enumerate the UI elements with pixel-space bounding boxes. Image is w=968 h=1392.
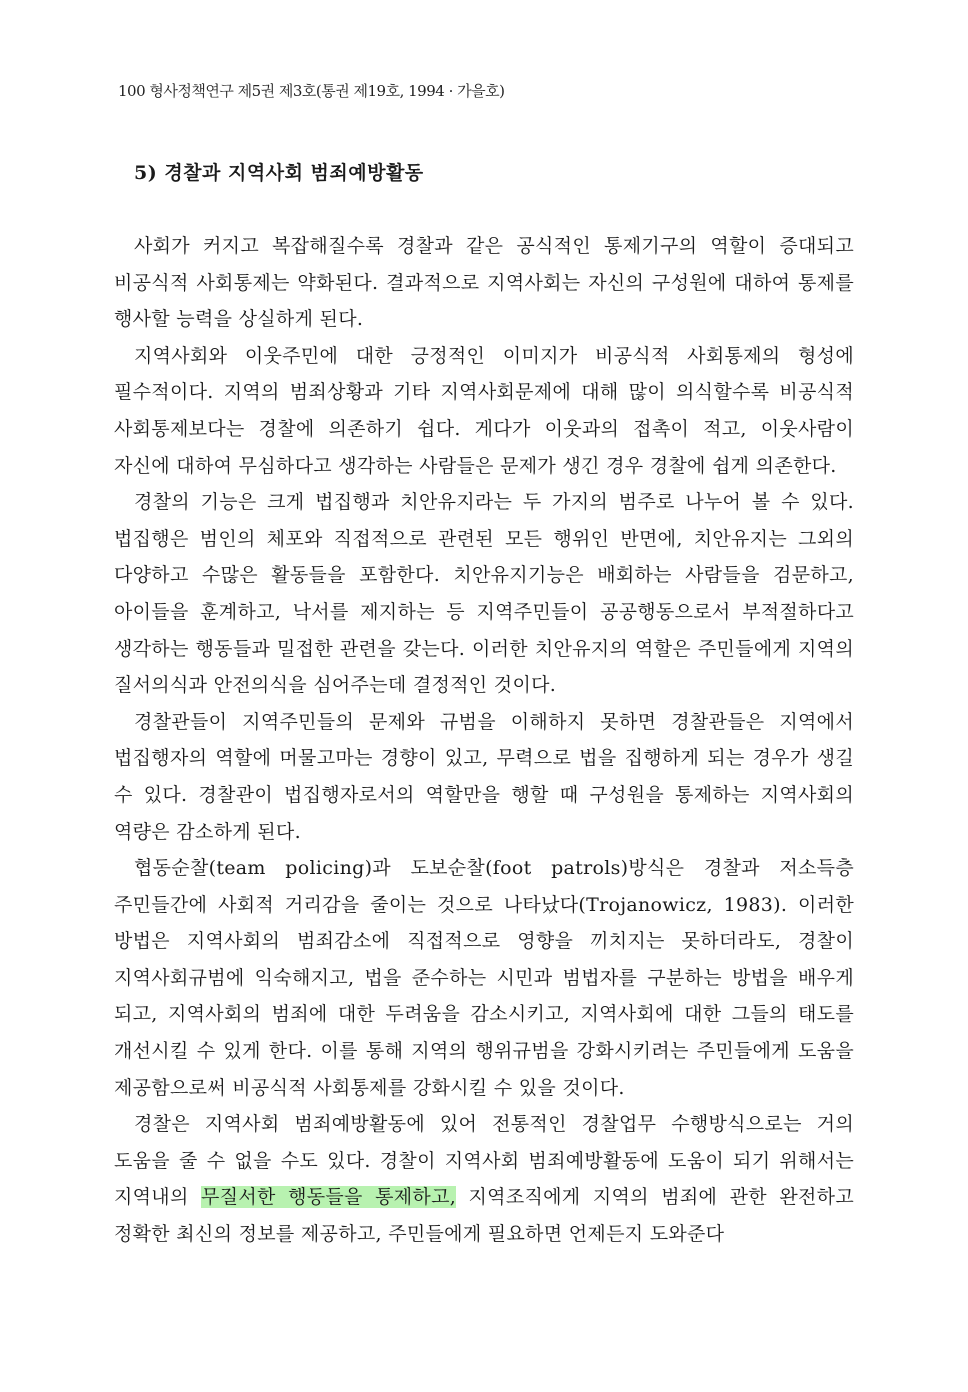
paragraph-2: 지역사회와 이웃주민에 대한 긍정적인 이미지가 비공식적 사회통제의 형성에 필수적이다. 지역의 범죄상황과 기타 지역사회문제에 대해 많이 의식할수록 비공식적 사회통제보다는 경찰에 의존하기 쉽다. 게다가 이웃과의 접촉이 적고, 이웃사람이 자신에 대하여 무심하다고 생각하는 사람들은 문제가 생긴 경우 경찰에 쉽게 의존한다.	[114, 344, 854, 477]
highlighted-text[interactable]: 무질서한 행동들을 통제하고,	[201, 1186, 457, 1209]
body-text	[114, 228, 854, 1253]
running-header: 100 형사정책연구 제5권 제3호(통권 제19호, 1994 · 가을호)	[118, 82, 505, 100]
paragraph-6-end: 지역조직에게 지역의 범죄에 관한 완전하고 정확한 최신의 정보를 제공하고, 주민들에게 필요하면 언제든지 도와준다	[114, 1186, 854, 1246]
paragraph-1: 사회가 커지고 복잡해질수록 경찰과 같은 공식적인 통제기구의 역할이 증대되고 비공식적 사회통제는 약화된다. 결과적으로 지역사회는 자신의 구성원에 대하여 통제를 행사할 능력을 상실하게 된다.	[114, 235, 854, 331]
paragraph-6	[114, 1106, 854, 1252]
paragraph-5: 협동순찰(team policing)과 도보순찰(foot patrols)방식은 경찰과 저소득층 주민들간에 사회적 거리감을 줄이는 것으로 나타났다(Trojanowicz, 1983). 이러한 방법은 지역사회의 범죄감소에 직접적으로 영향을 끼치지는 못하더라도, 경찰이 지역사회규범에 익숙해지고, 법을 준수하는 시민과 범법자를 구분하는 방법을 배우게 되고, 지역사회의 범죄에 대한 두려움을 감소시키고, 지역사회에 대한 그들의 태도를 개선시킬 수 있게 한다. 이를 통해 지역의 행위규범을 강화시키려는 주민들에게 도움을 제공함으로써 비공식적 사회통제를 강화시킬 수 있을 것이다.	[114, 857, 854, 1099]
paragraph-4: 경찰관들이 지역주민들의 문제와 규범을 이해하지 못하면 경찰관들은 지역에서 법집행자의 역할에 머물고마는 경향이 있고, 무력으로 법을 집행하게 되는 경우가 생길 수 있다. 경찰관이 법집행자로서의 역할만을 행할 때 구성원을 통제하는 지역사회의 역량은 감소하게 된다.	[114, 710, 854, 843]
paragraph-6-start: 경찰은 지역사회 범죄예방활동에 있어 전통적인 경찰업무 수행방식으로는 거의 도움을 줄 수 없을 수도 있다. 경찰이 지역사회 범죄예방활동에 도움이 되기 위해서는 지역내의	[114, 1113, 854, 1209]
paragraph-3: 경찰의 기능은 크게 법집행과 치안유지라는 두 가지의 범주로 나누어 볼 수 있다. 법집행은 범인의 체포와 직접적으로 관련된 모든 행위인 반면에, 치안유지는 그외의 다양하고 수많은 활동들을 포함한다. 치안유지기능은 배회하는 사람들을 검문하고, 아이들을 훈계하고, 낙서를 제지하는 등 지역주민들이 공공행동으로서 부적절하다고 생각하는 행동들과 밀접한 관련을 갖는다. 이러한 치안유지의 역할은 주민들에게 지역의 질서의식과 안전의식을 심어주는데 결정적인 것이다.	[114, 491, 854, 697]
section-heading: 5) 경찰과 지역사회 범죄예방활동	[134, 162, 424, 184]
